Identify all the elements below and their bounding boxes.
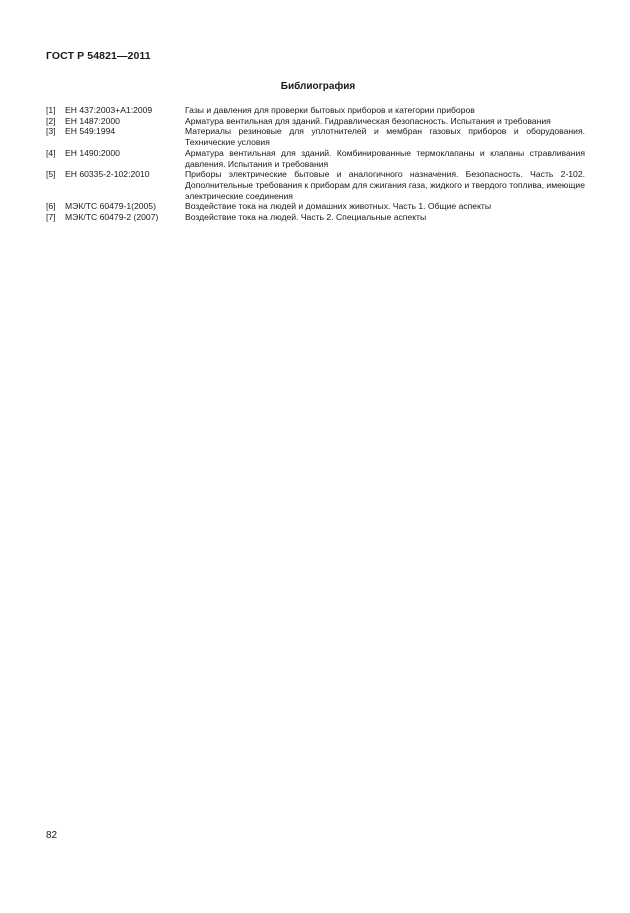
bibliography-entry <box>46 212 586 223</box>
entry-number: [5] <box>46 169 56 180</box>
bibliography-title: Библиография <box>280 81 356 92</box>
bibliography-entry <box>46 116 586 127</box>
entry-description: Арматура вентильная для зданий. Гидравлическая безопасность. Испытания и требования <box>185 115 551 126</box>
entry-description: Газы и давления для проверки бытовых приборов и категории приборов <box>185 105 475 115</box>
entry-description: Воздействие тока на людей. Часть 2. Специальные аспекты <box>185 212 427 223</box>
entry-description: Арматура вентильная для зданий. Комбинированные термоклапаны и клапаны стравливания давления. Испытания и требования <box>185 147 585 169</box>
bibliography-entry <box>46 105 586 116</box>
bibliography-entry <box>46 126 586 147</box>
entry-reference: МЭК/ТС 60479-2 (2007) <box>65 212 159 223</box>
entry-reference: ЕН 549:1994 <box>65 126 116 137</box>
entry-reference: ЕН 60335-2-102:2010 <box>65 169 150 180</box>
entry-number: [1] <box>46 105 56 115</box>
page-number: 82 <box>46 830 58 841</box>
entry-number: [2] <box>46 115 56 126</box>
bibliography-entry <box>46 169 586 201</box>
standard-header: ГОСТ Р 54821—2011 <box>46 50 151 62</box>
entry-number: [3] <box>46 126 56 137</box>
entry-description: Приборы электрические бытовые и аналогичного назначения. Безопасность. Часть 2-102. Дополнительные требования к приборам для сжигания газа, жидкого и твердого топлива, имеющие электрические соединения <box>185 169 585 201</box>
entry-number: [7] <box>46 212 56 223</box>
bibliography-entry <box>46 148 586 169</box>
bibliography-list <box>46 105 586 223</box>
entry-description: Материалы резиновые для уплотнителей и мембран газовых приборов и оборудования. Технические условия <box>185 126 585 148</box>
entry-reference: ЕН 1490:2000 <box>65 147 120 158</box>
entry-number: [4] <box>46 147 56 158</box>
entry-description: Воздействие тока на людей и домашних животных. Часть 1. Общие аспекты <box>185 201 492 212</box>
entry-reference: ЕН 1487:2000 <box>65 115 120 126</box>
entry-reference: МЭК/ТС 60479-1(2005) <box>65 201 156 212</box>
bibliography-entry <box>46 201 586 212</box>
entry-number: [6] <box>46 201 56 212</box>
entry-reference: ЕН 437:2003+А1:2009 <box>65 105 153 115</box>
